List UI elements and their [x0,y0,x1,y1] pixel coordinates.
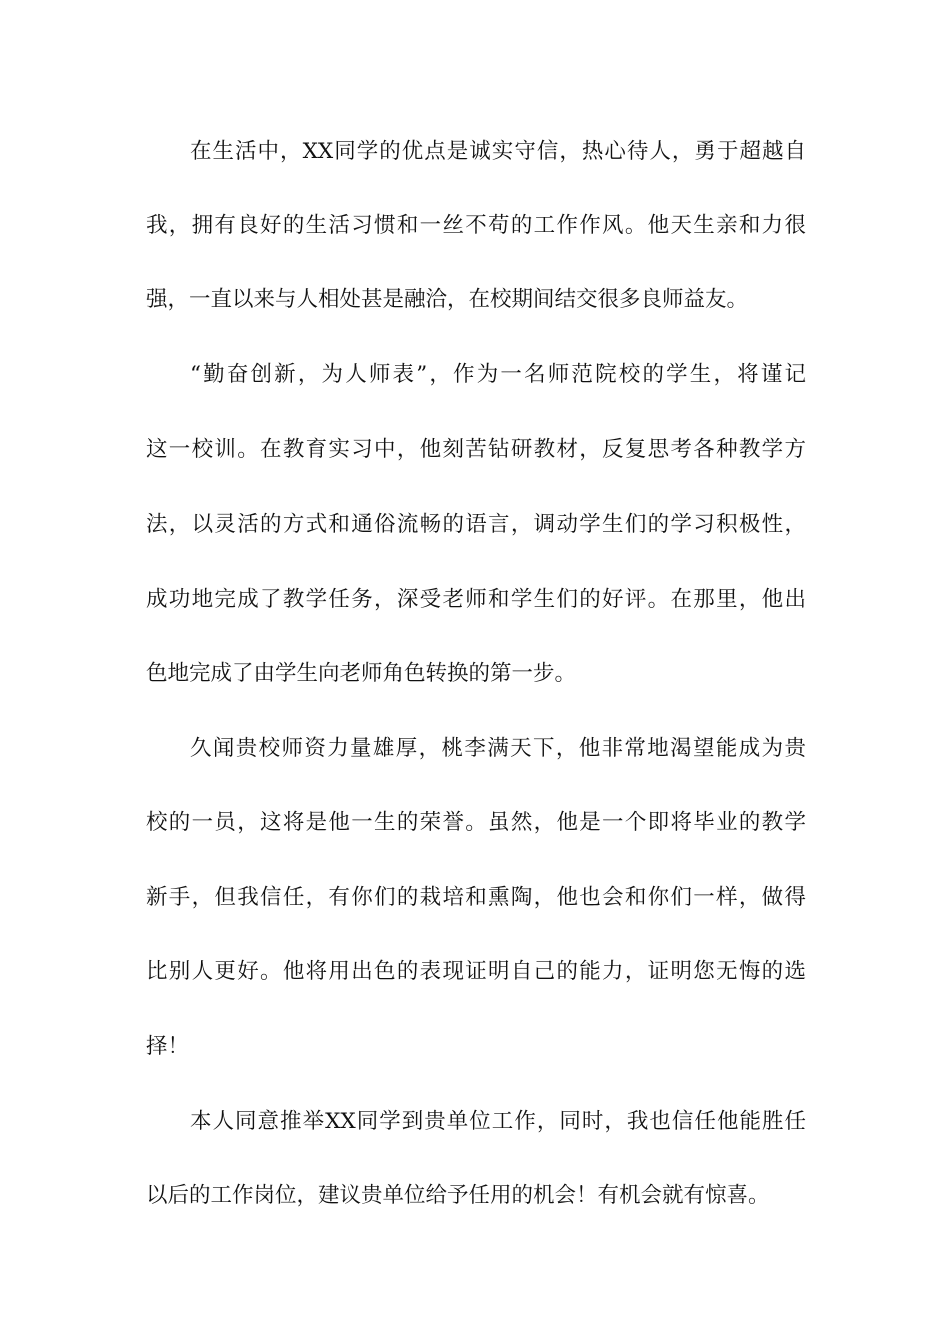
paragraph-3-line-3: 新手，但我信任，有你们的栽培和熏陶，他也会和你们一样，做得 [146,885,806,910]
paragraph-2-line-3: 法，以灵活的方式和通俗流畅的语言，调动学生们的学习积极性， [146,512,806,537]
paragraph-2-line-5: 色地完成了由学生向老师角色转换的第一步。 [146,661,577,686]
paragraph-3-line-2: 校的一员，这将是他一生的荣誉。虽然，他是一个即将毕业的教学 [146,810,806,835]
paragraph-1-line-1: 在生活中，XX同学的优点是诚实守信，热心待人，勇于超越自 [190,139,806,164]
paragraph-4-line-2: 以后的工作岗位，建议贵单位给予任用的机会！有机会就有惊喜。 [146,1183,770,1208]
paragraph-3-line-5: 择！ [146,1034,190,1059]
paragraph-2-line-2: 这一校训。在教育实习中，他刻苦钻研教材，反复思考各种教学方 [146,437,806,462]
paragraph-4-line-1: 本人同意推举XX同学到贵单位工作，同时，我也信任他能胜任 [190,1109,806,1134]
paragraph-1-line-3: 强，一直以来与人相处甚是融洽，在校期间结交很多良师益友。 [146,287,749,312]
paragraph-1-line-2: 我，拥有良好的生活习惯和一丝不苟的工作作风。他天生亲和力很 [146,213,806,238]
paragraph-2-line-4: 成功地完成了教学任务，深受老师和学生们的好评。在那里，他出 [146,587,806,612]
paragraph-3-line-4: 比别人更好。他将用出色的表现证明自己的能力，证明您无悔的选 [146,959,806,984]
paragraph-2-line-1: “勤奋创新，为人师表”，作为一名师范院校的学生，将谨记 [190,362,806,387]
paragraph-3-line-1: 久闻贵校师资力量雄厚，桃李满天下，他非常地渴望能成为贵 [190,736,806,761]
